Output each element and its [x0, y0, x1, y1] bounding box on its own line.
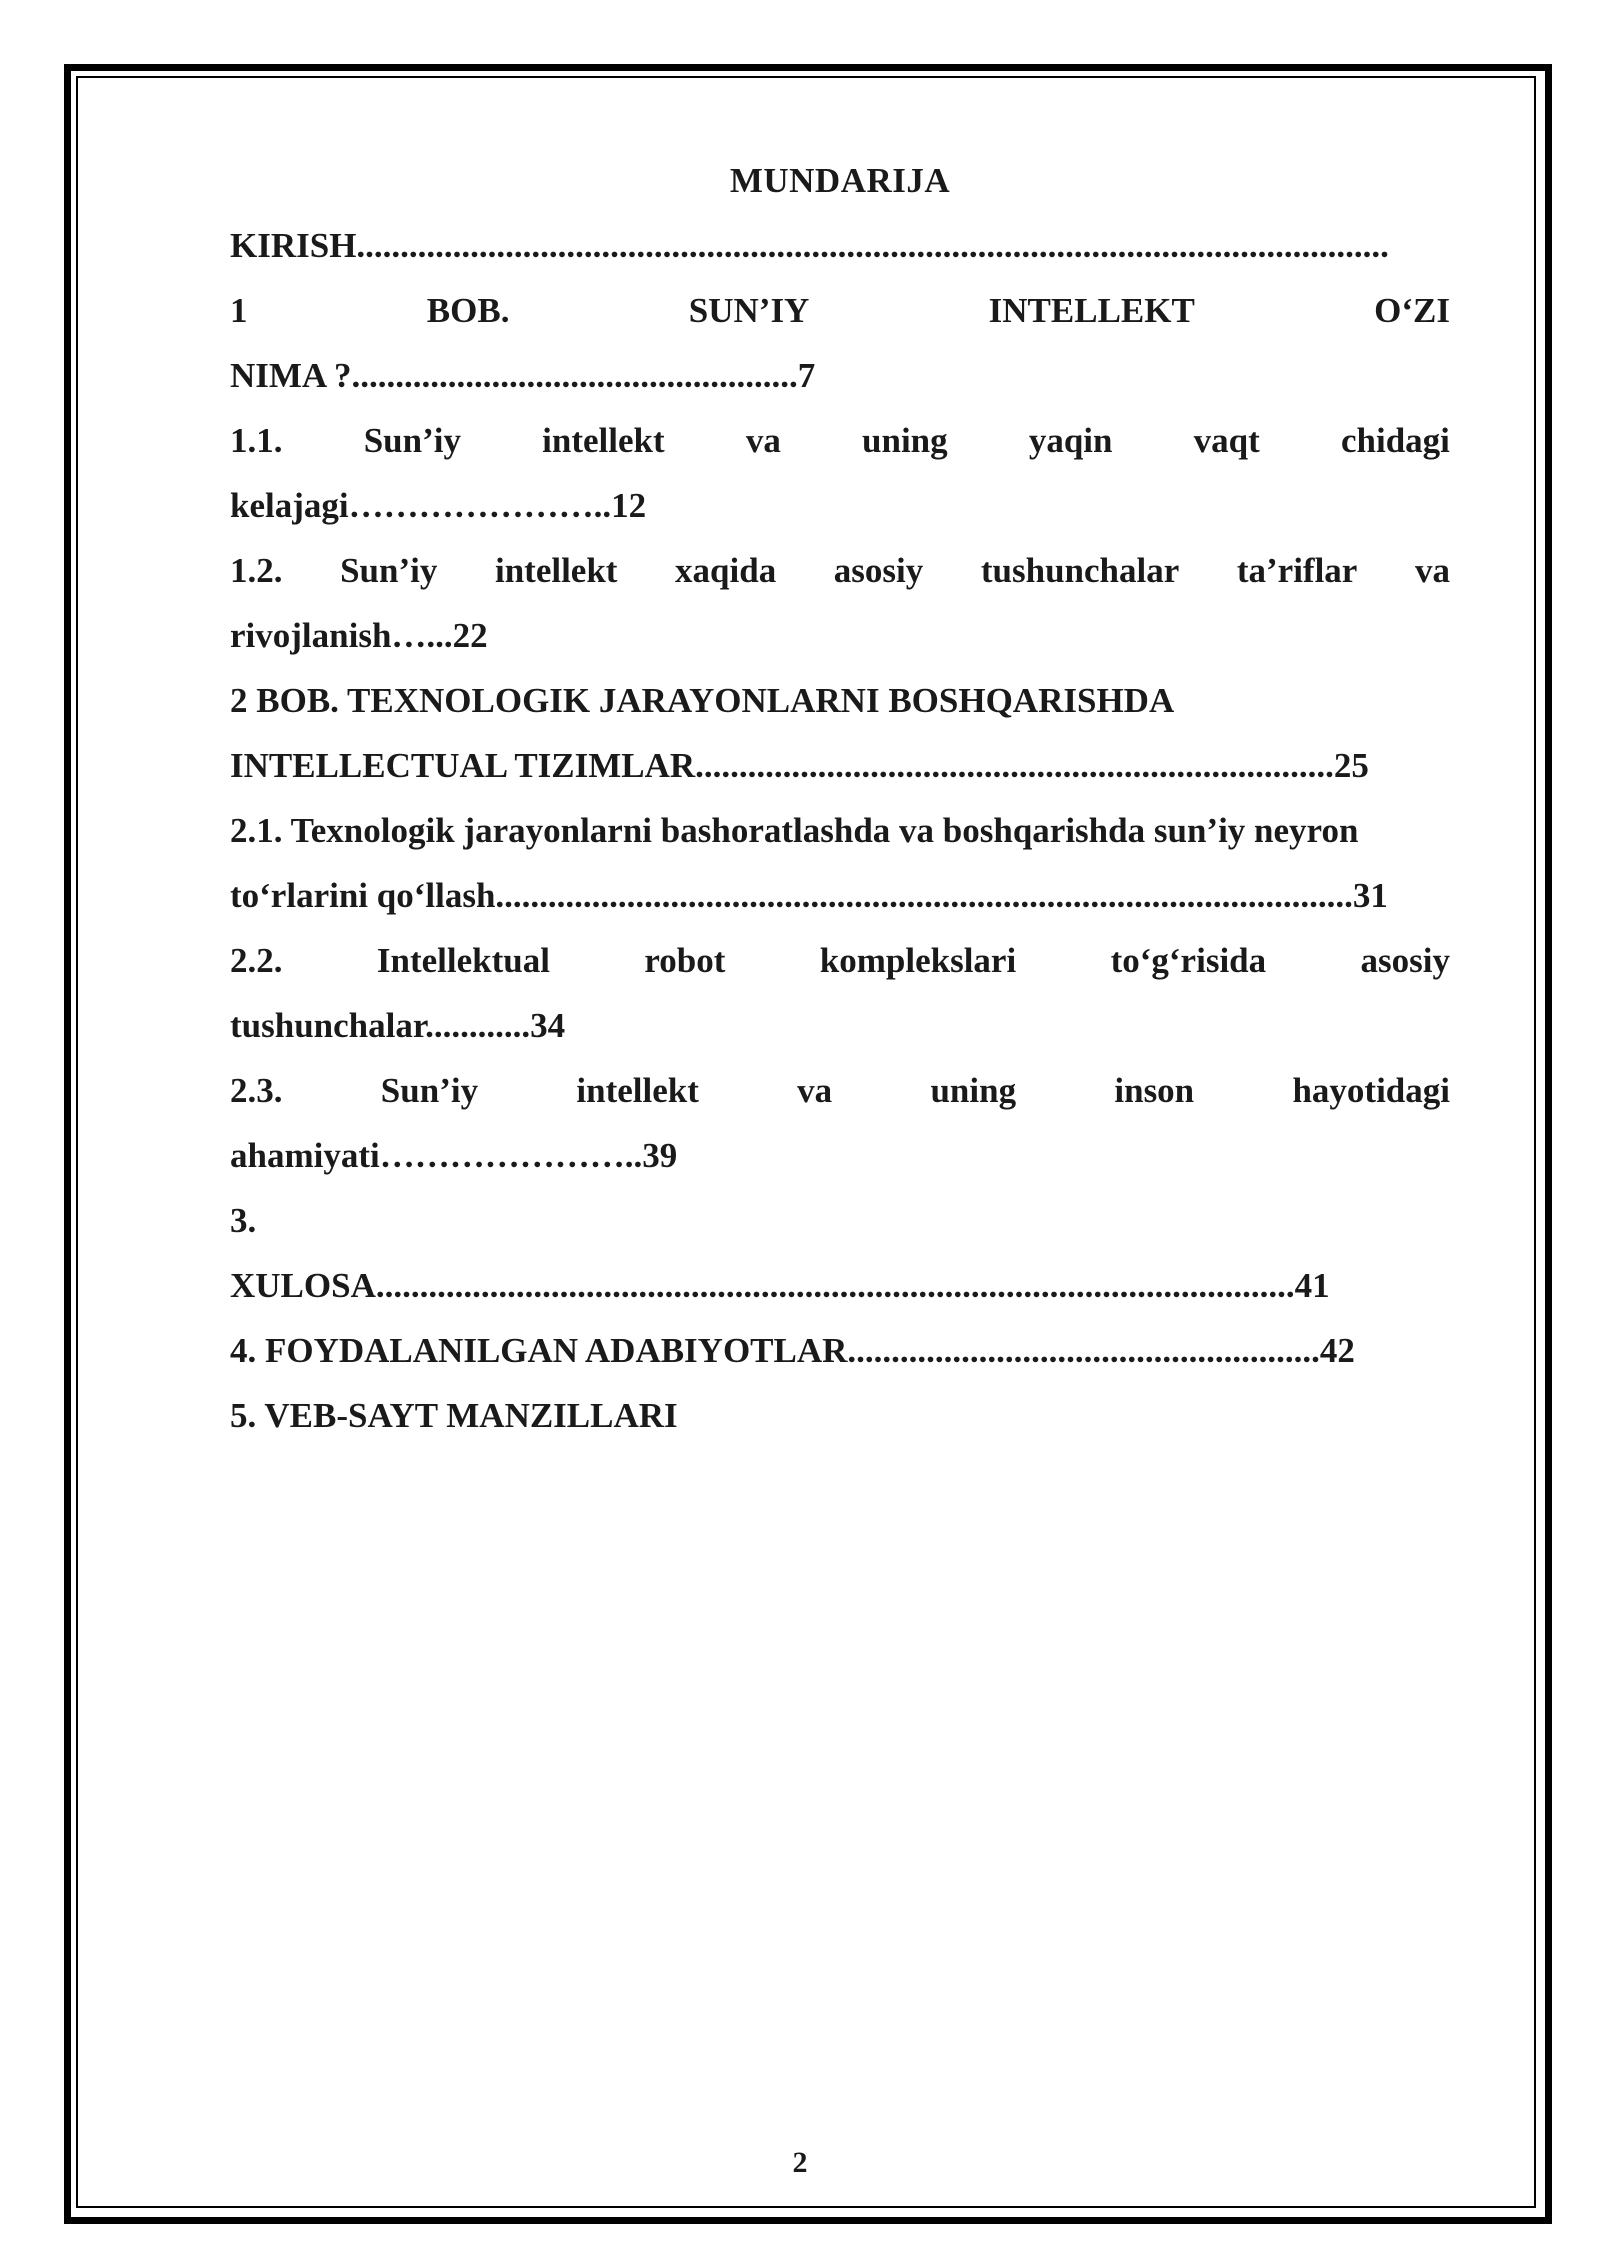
toc-word: inson	[1114, 1071, 1195, 1110]
toc-word: hayotidagi	[1292, 1071, 1450, 1110]
toc-word: O‘ZI	[1374, 291, 1450, 330]
toc-word: INTELLEKT	[988, 291, 1195, 330]
toc-entry-5: 5. VEB-SAYT MANZILLARI	[230, 1396, 678, 1435]
toc-entry-2-3-line1	[230, 1058, 1450, 1123]
page-number: 2	[792, 2146, 808, 2179]
toc-word: uning	[930, 1071, 1017, 1110]
toc-word: Sun’iy	[380, 1071, 479, 1110]
toc-entry-2-2-line2: tushunchalar............34	[230, 1006, 566, 1045]
toc-entry-kirish: KIRISH......................................................................................................................	[230, 226, 1389, 265]
toc-word: BOB.	[426, 291, 510, 330]
toc-word: Intellektual	[376, 941, 550, 980]
toc-entry-2-1-line1: 2.1. Texnologik jarayonlarni bashoratlashda va boshqarishda sun’iy neyron	[230, 811, 1359, 850]
toc-word: Sun’iy	[363, 421, 461, 460]
toc-word: chidagi	[1340, 421, 1450, 460]
toc-entry-bob1-line1	[230, 278, 1450, 343]
toc-entry-3-line2: XULOSA.........................................................................................................41	[230, 1266, 1330, 1305]
toc-entry-2-2-line1	[230, 928, 1450, 993]
toc-title: MUNDARIJA	[729, 161, 951, 200]
toc-word: ta’riflar	[1236, 551, 1358, 590]
toc-word: SUN’IY	[688, 291, 810, 330]
table-of-contents	[230, 148, 1450, 1448]
toc-entry-2-3-line2: ahamiyati…………………..39	[230, 1136, 678, 1175]
toc-word: intellekt	[576, 1071, 699, 1110]
toc-entry-3-line1: 3.	[230, 1201, 257, 1240]
toc-entry-1-2-line2: rivojlanish…...22	[230, 616, 488, 655]
toc-word: asosiy	[833, 551, 924, 590]
toc-word: tushunchalar	[980, 551, 1180, 590]
toc-entry-4: 4. FOYDALANILGAN ADABIYOTLAR......................................................42	[230, 1331, 1355, 1370]
toc-word: komplekslari	[819, 941, 1017, 980]
toc-word: Sun’iy	[340, 551, 438, 590]
toc-word: va	[797, 1071, 833, 1110]
toc-word: intellekt	[542, 421, 665, 460]
toc-entry-1-2-line1	[230, 538, 1450, 603]
toc-entry-bob2-line2: INTELLECTUAL TIZIMLAR.........................................................................25	[230, 746, 1369, 785]
toc-word: 1.2.	[230, 551, 283, 590]
toc-word: intellekt	[494, 551, 618, 590]
toc-word: yaqin	[1028, 421, 1113, 460]
toc-entry-bob2-line1: 2 BOB. TEXNOLOGIK JARAYONLARNI BOSHQARISHDA	[230, 681, 1175, 720]
toc-word: 1.1.	[230, 421, 283, 460]
toc-entry-2-1-line2: to‘rlarini qo‘llash..................................................................................................31	[230, 876, 1388, 915]
toc-word: xaqida	[675, 551, 777, 590]
toc-word: to‘g‘risida	[1110, 941, 1267, 980]
toc-word: 1	[230, 291, 248, 330]
toc-entry-1-1-line1	[230, 408, 1450, 473]
toc-entry-bob1-line2: NIMA ?...................................................7	[230, 356, 816, 395]
toc-word: asosiy	[1360, 941, 1450, 980]
toc-word: vaqt	[1193, 421, 1260, 460]
toc-word: va	[745, 421, 781, 460]
toc-word: 2.2.	[230, 941, 283, 980]
toc-word: robot	[644, 941, 726, 980]
toc-word: 2.3.	[230, 1071, 283, 1110]
toc-entry-1-1-line2: kelajagi…………………..12	[230, 486, 647, 525]
toc-word: uning	[862, 421, 948, 460]
toc-word: va	[1414, 551, 1450, 590]
